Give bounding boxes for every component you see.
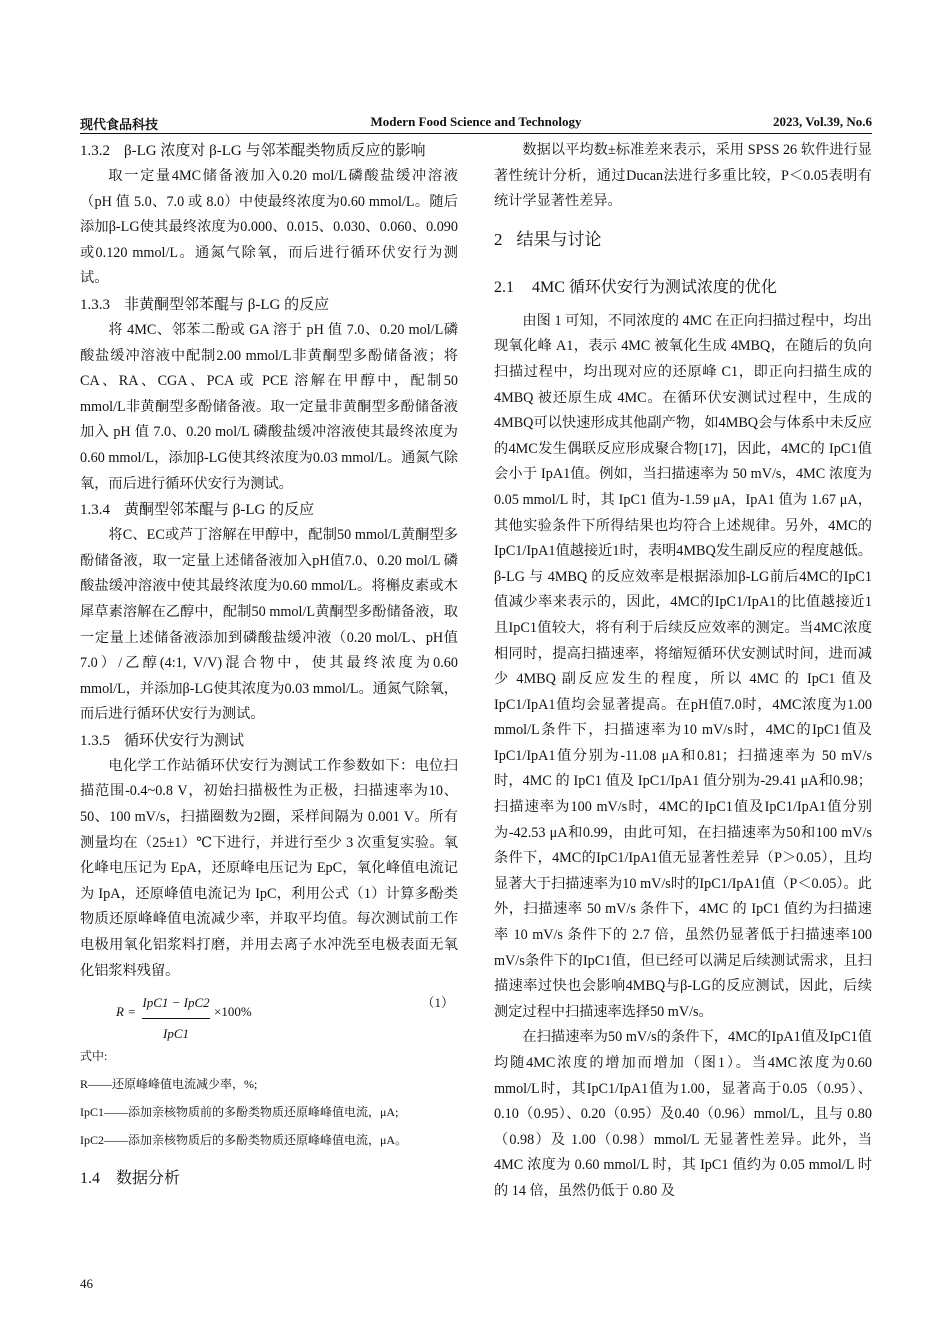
section-title: β-LG 浓度对 β-LG 与邻苯醌类物质反应的影响 <box>124 143 426 159</box>
section-number: 1.3.2 <box>80 143 110 159</box>
equation-number: （1） <box>421 995 454 1011</box>
right-column <box>494 138 872 1205</box>
results-paragraph-1: 由图 1 可知，不同浓度的 4MC 在正向扫描过程中，均出现氧化峰 A1，表示 4MC 被氧化生成 4MBQ，在随后的负向扫描过程中，均出现对应的还原峰 C1，即正向扫描生成的 4MBQ 被还原生成 4MC。在循环伏安测试过程中，生成的4MBQ可以快速形成其他副产物，如4MBQ会与体系中未反应的4MC发生偶联反应形成聚合物[17]，因此，4MC的 IpC1值会小于 IpA1值。例如，当扫描速率为 50 mV/s，4MC 浓度为 0.05 mmol/L 时，其 IpC1 值为-1.59 μA，IpA1 值为 1.67 μA，其他实验条件下所得结果也均符合上述规律。另外，4MC的IpC1/IpA1值越接近1时，表明4MBQ发生副反应的程度越低。β-LG 与 4MBQ 的反应效率是根据添加β-LG前后4MC的IpC1值减少率来表示的，因此，4MC的IpC1/IpA1的比值越接近1且IpC1值较大，将有利于后续反应效率的测定。当4MC浓度相同时，提高扫描速率，将缩短循环伏安测试时间，进而减少 4MBQ 副反应发生的程度，所以 4MC 的 IpC1 值及 IpC1/IpA1值均会显著提高。在pH值7.0时，4MC浓度为1.00 mmol/L条件下，扫描速率为10 mV/s时，4MC的IpC1值及IpC1/IpA1值分别为-11.08 μA和0.81；扫描速率为 50 mV/s 时，4MC 的 IpC1 值及 IpC1/IpA1 值分别为-29.41 μA和0.98；扫描速率为100 mV/s时，4MC的IpC1值及IpC1/IpA1值分别为-42.53 μA和0.99，由此可知，在扫描速率为50和100 mV/s条件下，4MC的IpC1/IpA1值无显著性差异（P＞0.05），且均显著大于扫描速率为10 mV/s时的IpC1/IpA1值（P＜0.05）。此外，扫描速率 50 mV/s 条件下，4MC 的 IpC1 值约为扫描速率 10 mV/s 条件下的 2.7 倍，虽然仍显著低于扫描速率100 mV/s条件下的IpC1值，但已经可以满足后续测试需求，且扫描速率过快也会影响4MBQ与β-LG的反应测试，因此，后续测定过程中扫描速率选择50 mV/s。 <box>494 312 872 1020</box>
page-number: 46 <box>80 1276 93 1291</box>
section-number: 1.3.3 <box>80 296 110 313</box>
equation-numerator: IpC1 − IpC2 <box>142 990 210 1019</box>
formula-note-ipc1: IpC1——添加亲核物质前的多酚类物质还原峰峰值电流，μA; <box>80 1105 399 1120</box>
section-title: 黄酮型邻苯醌与 β-LG 的反应 <box>124 502 315 519</box>
section-title: 数据分析 <box>116 1170 181 1188</box>
section-number: 1.3.4 <box>80 502 110 519</box>
volume-issue: 2023, Vol.39, No.6 <box>773 114 872 129</box>
section-1-3-2-heading <box>80 138 458 164</box>
equation-lhs: R = <box>116 1004 136 1020</box>
section-title: 循环伏安行为测试 <box>124 732 245 749</box>
header-divider <box>80 133 872 134</box>
section-2-heading <box>494 227 872 253</box>
section-1-3-5-paragraph: 电化学工作站循环伏安行为测试工作参数如下：电位扫描范围-0.4~0.8 V，初始扫描极性为正极，扫描速率为10、50、100 mV/s，扫描圈数为2圈，采样间隔为 0.001 V。所有测量均在（25±1）℃下进行，并进行至少 3 次重复实验。氧化峰电压记为 EpA，还原峰电压记为 EpC，氧化峰值电流记为 IpA，还原峰值电流记为 IpC，利用公式（1）计算多酚类物质还原峰峰值电流减少率，并取平均值。每次测试前工作电极用氧化铝浆料打磨，并用去离子水冲洗至电极表面无氧化铝浆料残留。 <box>80 757 458 979</box>
section-1-3-4-paragraph: 将C、EC或芦丁溶解在甲醇中，配制50 mmol/L黄酮型多酚储备液，取一定量上述储备液加入pH值7.0、0.20 mol/L 磷酸盐缓冲溶液中使其最终浓度为0.60 mmol/L。将槲皮素或木犀草素溶解在乙醇中，配制50 mmol/L黄酮型多酚储备液，取一定量上述储备液添加到磷酸盐缓冲液（0.20 mol/L、pH值7.0）/乙醇(4:1, V/V)混合物中，使其最终浓度为0.60 mmol/L，并添加β-LG使其浓度为0.03 mmol/L。通氮气除氧，而后进行循环伏安行为测试。 <box>80 527 458 723</box>
section-title: 结果与讨论 <box>516 229 602 249</box>
data-analysis-paragraph: 数据以平均数±标准差来表示，采用 SPSS 26 软件进行显著性统计分析，通过Ducan法进行多重比较，P＜0.05表明有统计学显著性差异。 <box>494 142 872 210</box>
section-1-3-5-heading <box>80 728 458 754</box>
formula-note-header: 式中: <box>80 1049 108 1064</box>
running-header <box>80 114 872 134</box>
section-title: 4MC 循环伏安行为测试浓度的优化 <box>532 278 777 296</box>
section-number: 1.3.5 <box>80 732 110 749</box>
section-number: 1.4 <box>80 1170 100 1188</box>
section-number: 2 <box>494 229 503 249</box>
section-1-3-3-heading <box>80 292 458 318</box>
equation-multiplier: ×100% <box>214 1004 252 1020</box>
section-number: 2.1 <box>494 278 514 296</box>
equation-denominator: IpC1 <box>163 1025 189 1041</box>
formula-note-ipc2: IpC2——添加亲核物质后的多酚类物质还原峰峰值电流，μA。 <box>80 1133 408 1148</box>
section-1-4-heading <box>80 1166 458 1192</box>
equation-1 <box>80 986 458 1041</box>
equation-fraction <box>142 990 210 1046</box>
section-1-3-2-paragraph: 取一定量4MC储备液加入0.20 mol/L磷酸盐缓冲溶液（pH 值 5.0、7.0 或 8.0）中使最终浓度为0.60 mmol/L。随后添加β-LG使其最终浓度为0.000、0.015、0.030、0.060、0.090或0.120 mmol/L。通氮气除氧，而后进行循环伏安行为测试。 <box>80 168 458 287</box>
section-title: 非黄酮型邻苯醌与 β-LG 的反应 <box>124 296 330 313</box>
section-2-1-heading <box>494 275 872 301</box>
section-1-3-4-heading <box>80 497 458 523</box>
formula-note-r: R——还原峰峰值电流减少率，%; <box>80 1077 258 1092</box>
left-column <box>80 138 458 1192</box>
results-paragraph-2: 在扫描速率为50 mV/s的条件下，4MC的IpA1值及IpC1值均随4MC浓度的增加而增加（图1）。当4MC浓度为0.60 mmol/L时，其IpC1/IpA1值为1.00，显著高于0.05（0.95）、0.10（0.95）、0.20（0.95）及0.40（0.96）mmol/L，且与 0.80（0.98）及 1.00（0.98）mmol/L 无显著性差异。此外，当 4MC 浓度为 0.60 mmol/L 时，其 IpC1 值约为 0.05 mmol/L 时的 14 倍，虽然仍低于 0.80 及 <box>494 1029 872 1199</box>
section-1-3-3-paragraph: 将 4MC、邻苯二酚或 GA 溶于 pH 值 7.0、0.20 mol/L磷酸盐缓冲溶液中配制2.00 mmol/L非黄酮型多酚储备液；将 CA、RA、CGA、PCA 或 PCE 溶解在甲醇中，配制50 mmol/L非黄酮型多酚储备液。取一定量非黄酮型多酚储备液加入 pH 值 7.0、0.20 mol/L 磷酸盐缓冲溶液使其最终浓度为0.60 mmol/L，添加β-LG使其终浓度为0.03 mmol/L。通氮气除氧，而后进行循环伏安行为测试。 <box>80 321 458 492</box>
journal-name-cn: 现代食品科技 <box>80 117 159 132</box>
journal-name-en: Modern Food Science and Technology <box>370 114 582 129</box>
